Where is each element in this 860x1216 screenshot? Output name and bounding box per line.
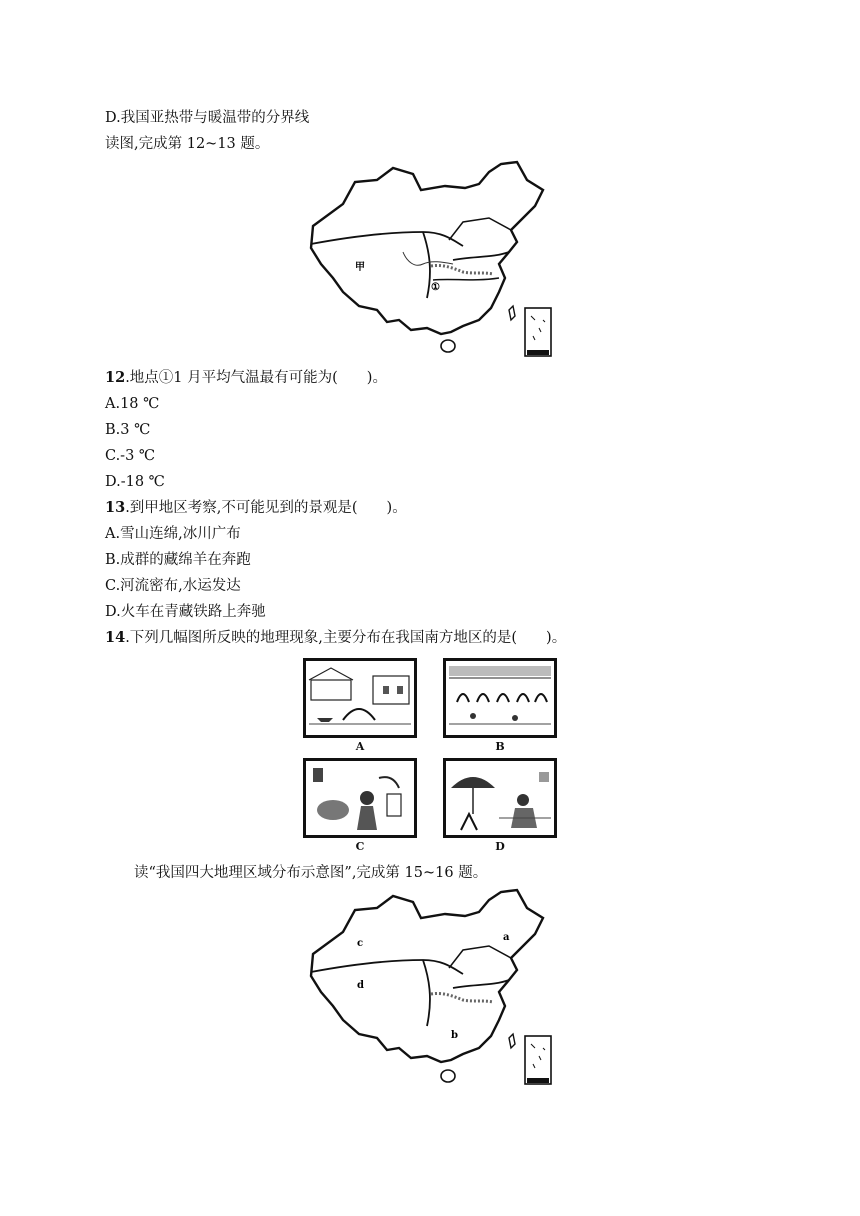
panel-a-image bbox=[303, 658, 417, 738]
question-13-text: .到甲地区考察,不可能见到的景观是( )。 bbox=[125, 500, 407, 516]
label-a: a bbox=[503, 932, 510, 943]
instruction-12-13: 读图,完成第 12~13 题。 bbox=[105, 136, 270, 152]
question-13 bbox=[105, 498, 407, 518]
question-13-number: 13 bbox=[105, 499, 126, 516]
china-map-1 bbox=[303, 160, 555, 358]
label-point-1: ① bbox=[431, 282, 440, 293]
question-12-text: .地点①1 月平均气温最有可能为( )。 bbox=[125, 370, 387, 386]
question-12-option-c: C.-3 ℃ bbox=[105, 448, 156, 464]
panel-c-label: C bbox=[355, 840, 365, 853]
question-12-option-a: A.18 ℃ bbox=[105, 396, 160, 412]
question-12 bbox=[105, 368, 387, 388]
instruction-15-16: 读“我国四大地理区域分布示意图”,完成第 15~16 题。 bbox=[134, 865, 488, 881]
question-12-option-d: D.-18 ℃ bbox=[105, 474, 165, 490]
question-13-option-a: A.雪山连绵,冰川广布 bbox=[105, 526, 241, 542]
question-13-option-b: B.成群的藏绵羊在奔跑 bbox=[105, 552, 251, 568]
panel-c-image bbox=[303, 758, 417, 838]
china-map-2 bbox=[303, 888, 555, 1088]
label-b: b bbox=[451, 1030, 458, 1041]
question-14-text: .下列几幅图所反映的地理现象,主要分布在我国南方地区的是( )。 bbox=[125, 630, 567, 646]
question-13-option-d: D.火车在青藏铁路上奔驰 bbox=[105, 604, 266, 620]
question-13-option-c: C.河流密布,水运发达 bbox=[105, 578, 241, 594]
panel-a-label: A bbox=[355, 740, 365, 753]
question-12-number: 12 bbox=[105, 369, 126, 386]
question-14 bbox=[105, 628, 566, 648]
label-d: d bbox=[357, 980, 364, 991]
question-12-option-b: B.3 ℃ bbox=[105, 422, 151, 438]
panel-b-image bbox=[443, 658, 557, 738]
label-jia: 甲 bbox=[355, 262, 365, 273]
panel-d-label: D bbox=[495, 840, 505, 853]
panel-b-label: B bbox=[495, 740, 505, 753]
label-c: c bbox=[357, 938, 364, 949]
panel-d-image bbox=[443, 758, 557, 838]
question-14-number: 14 bbox=[105, 629, 126, 646]
option-d-text: D.我国亚热带与暖温带的分界线 bbox=[105, 110, 310, 126]
